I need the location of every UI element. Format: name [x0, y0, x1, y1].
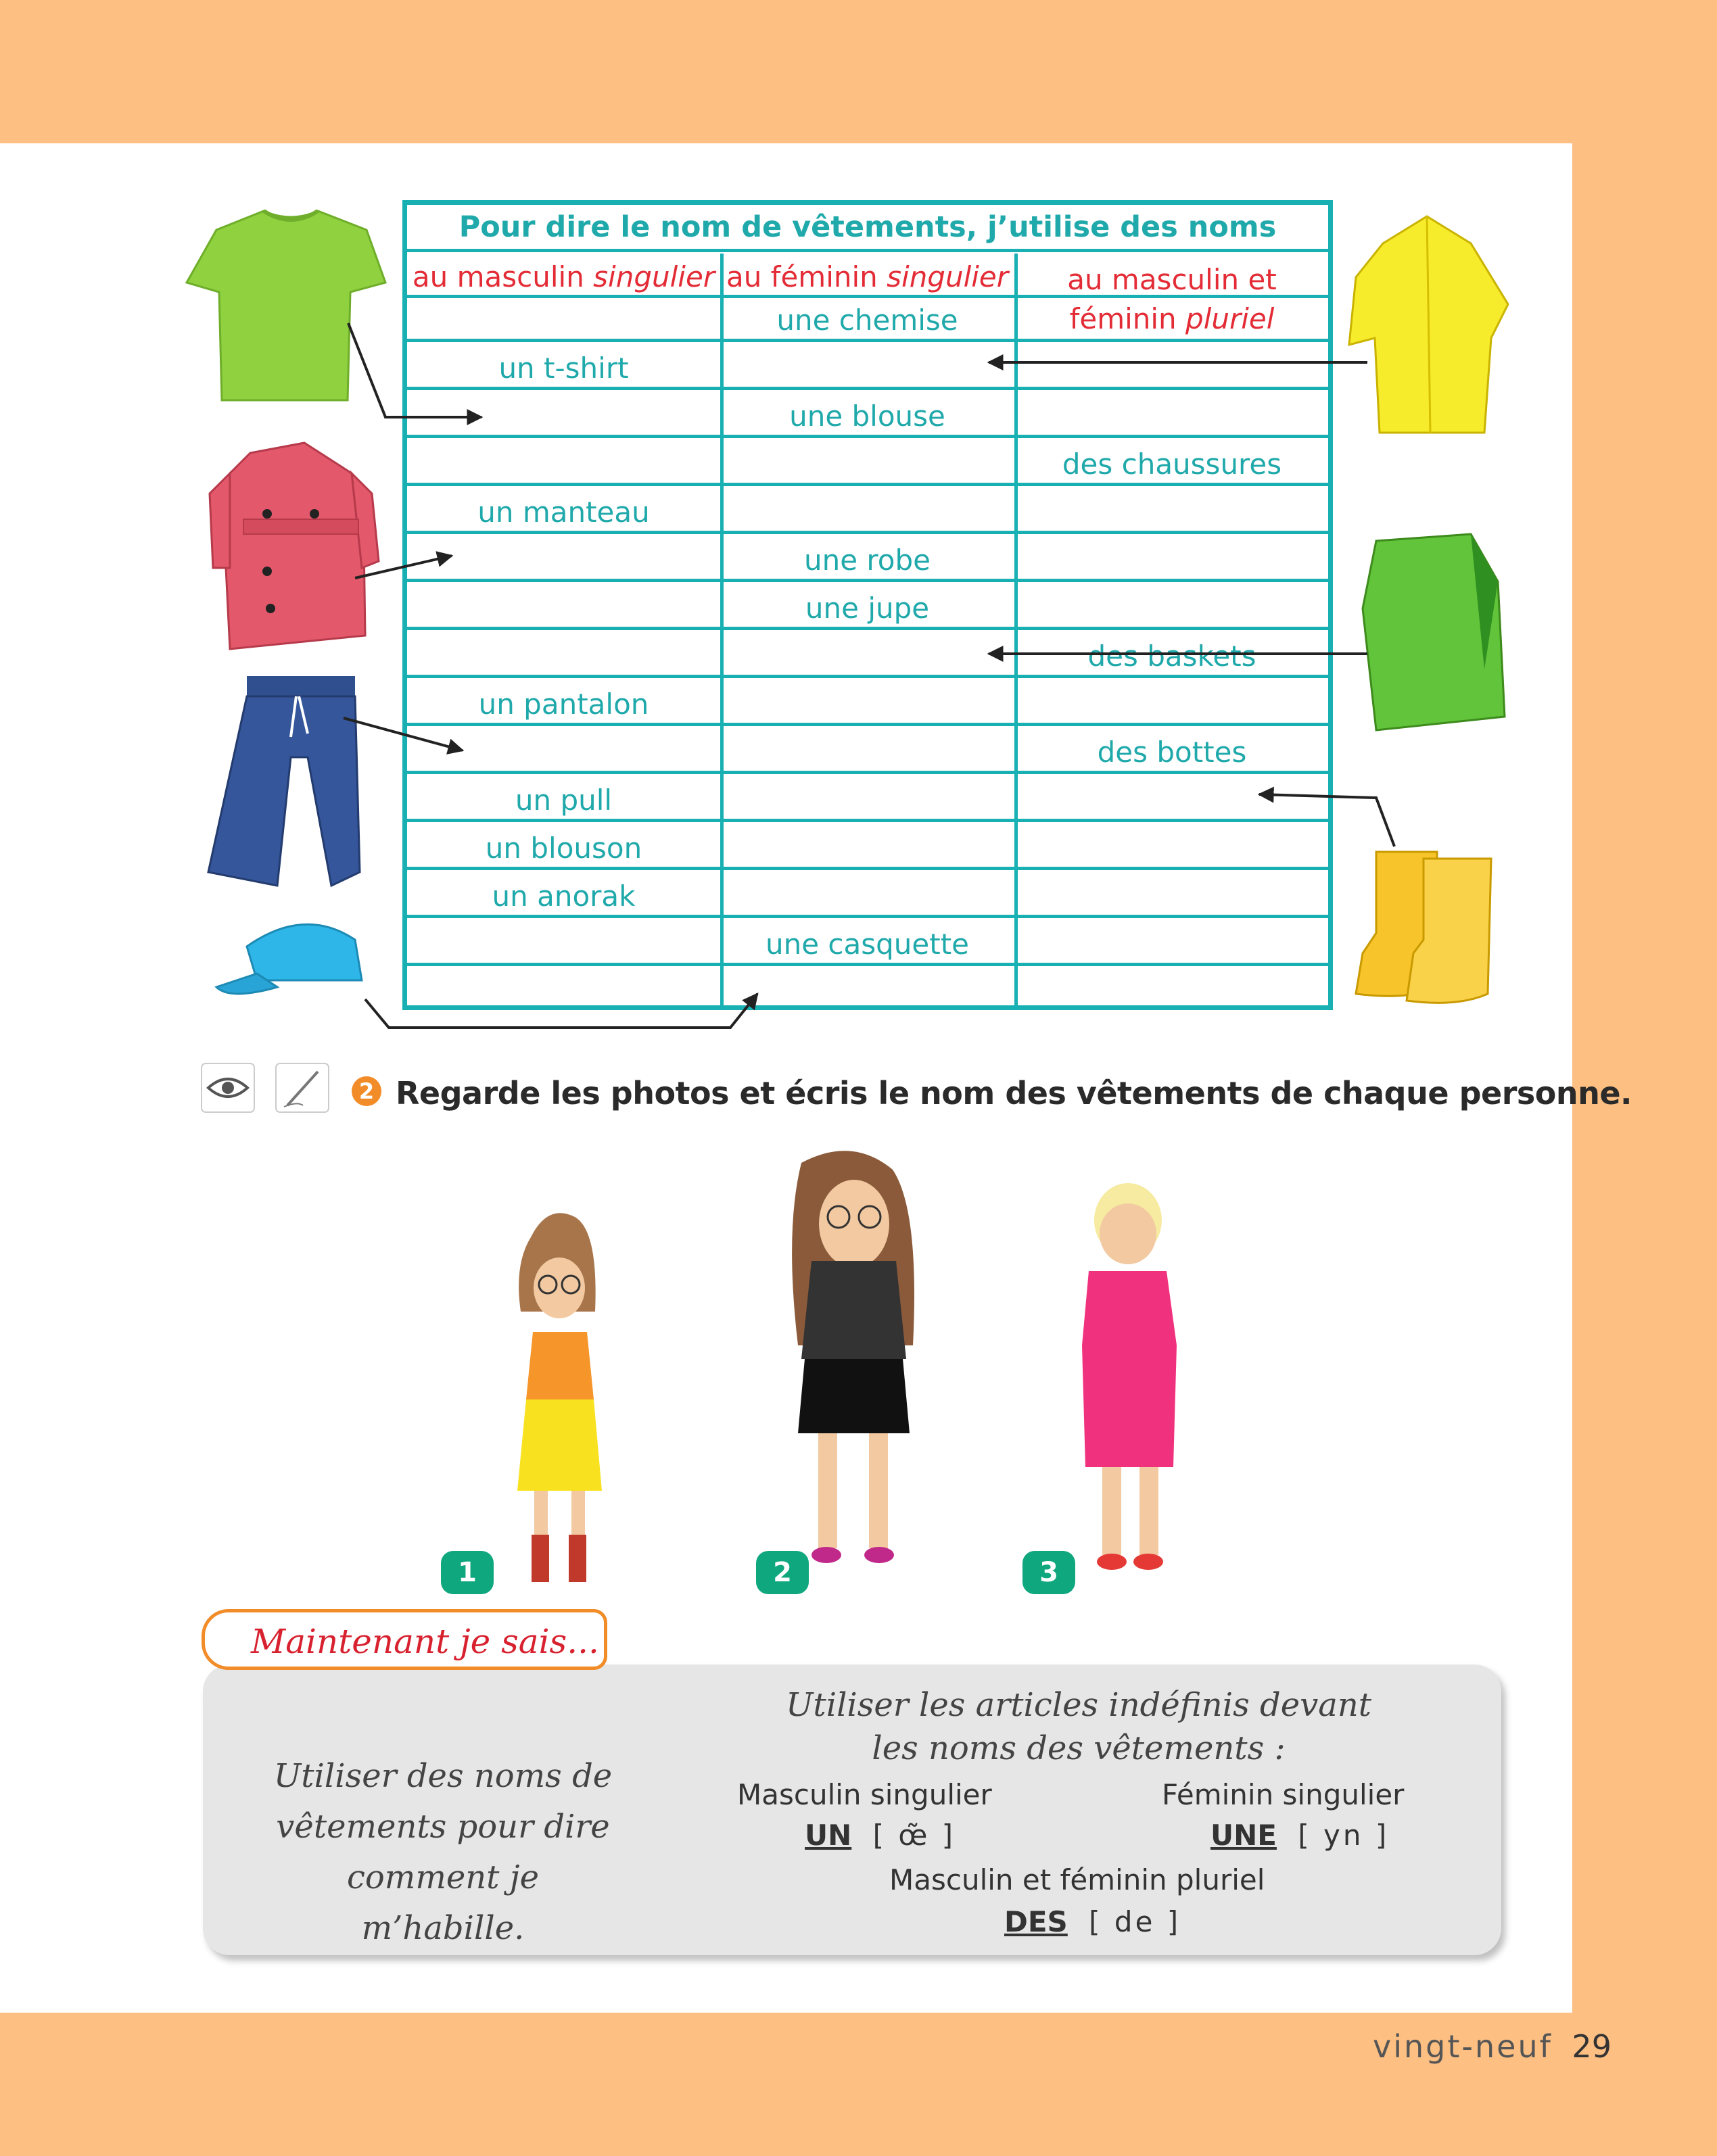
arrow-boots: [1259, 794, 1394, 846]
table-title: Pour dire le nom de vêtements, j’utilise des noms: [458, 210, 1277, 244]
table-cell: une chemise: [776, 304, 958, 337]
column-header-masc-sing: au masculin singulier: [412, 260, 715, 293]
phonetic-un: [ œ̃ ]: [872, 1819, 956, 1852]
plural-article: [1004, 1905, 1181, 1938]
table-cell: une robe: [804, 544, 931, 577]
feminine-singular-article: [1210, 1819, 1389, 1852]
table-cell: des bottes: [1097, 736, 1247, 769]
table-cell: un manteau: [477, 496, 650, 529]
page-word: vingt-neuf: [1373, 2028, 1553, 2065]
page-number: 29: [1572, 2028, 1612, 2065]
arrow-trousers: [344, 718, 463, 750]
summary-right-title: Utiliser les articles indéfinis devant les noms des vêtements :: [785, 1686, 1372, 1767]
table-cell: une jupe: [805, 592, 930, 625]
page-footer: [1373, 2028, 1612, 2065]
table-cell: des chaussures: [1062, 448, 1282, 481]
table-cell: un anorak: [492, 880, 636, 913]
pencil-icon: [276, 1063, 329, 1112]
person-2-label: 2: [756, 1551, 809, 1594]
feminine-singular-label: Féminin singulier: [1162, 1778, 1405, 1811]
arrow-coat: [355, 556, 452, 578]
phonetic-une: [ yn ]: [1298, 1819, 1390, 1852]
masculine-singular-article: [805, 1819, 956, 1852]
person-1-girl: [517, 1213, 602, 1582]
table-cell: un blouson: [485, 832, 642, 865]
person-1-label: 1: [441, 1551, 494, 1594]
person-3-woman: [1082, 1183, 1177, 1570]
table-cell: une blouse: [789, 400, 945, 433]
summary-tab: [202, 1609, 607, 1670]
masculine-singular-label: Masculin singulier: [737, 1778, 992, 1811]
article-une: UNE: [1210, 1819, 1277, 1852]
article-un: UN: [805, 1819, 852, 1852]
eye-icon: [202, 1063, 254, 1112]
person-2-woman: [792, 1151, 914, 1563]
summary-tab-title: Maintenant je sais...: [251, 1622, 599, 1661]
exercise-icons: [196, 1058, 338, 1119]
table-cell: une casquette: [765, 928, 970, 961]
column-header-plural: au masculin et féminin pluriel: [1067, 263, 1277, 335]
column-header-fem-sing: au féminin singulier: [726, 260, 1009, 293]
table-cell: un pull: [515, 784, 613, 817]
table-cell: un pantalon: [478, 688, 649, 721]
connector-arrows: [0, 0, 1717, 1055]
people-illustrations: [473, 1143, 1217, 1602]
arrow-cap: [365, 994, 757, 1028]
summary-left-text: Utiliser des noms de vêtements pour dire comment je m’habille.: [273, 1757, 613, 1947]
phonetic-des: [ de ]: [1089, 1905, 1181, 1938]
arrow-tshirt: [348, 323, 481, 417]
plural-label: Masculin et féminin pluriel: [889, 1863, 1265, 1896]
person-3-label: 3: [1022, 1551, 1075, 1594]
exercise-instruction: Regarde les photos et écris le nom des vêtements de chaque personne.: [396, 1075, 1632, 1111]
table-cell: des baskets: [1087, 640, 1256, 673]
article-des: DES: [1004, 1905, 1068, 1938]
exercise-number-badge: 2: [352, 1076, 381, 1106]
table-cell: un t-shirt: [498, 352, 629, 385]
